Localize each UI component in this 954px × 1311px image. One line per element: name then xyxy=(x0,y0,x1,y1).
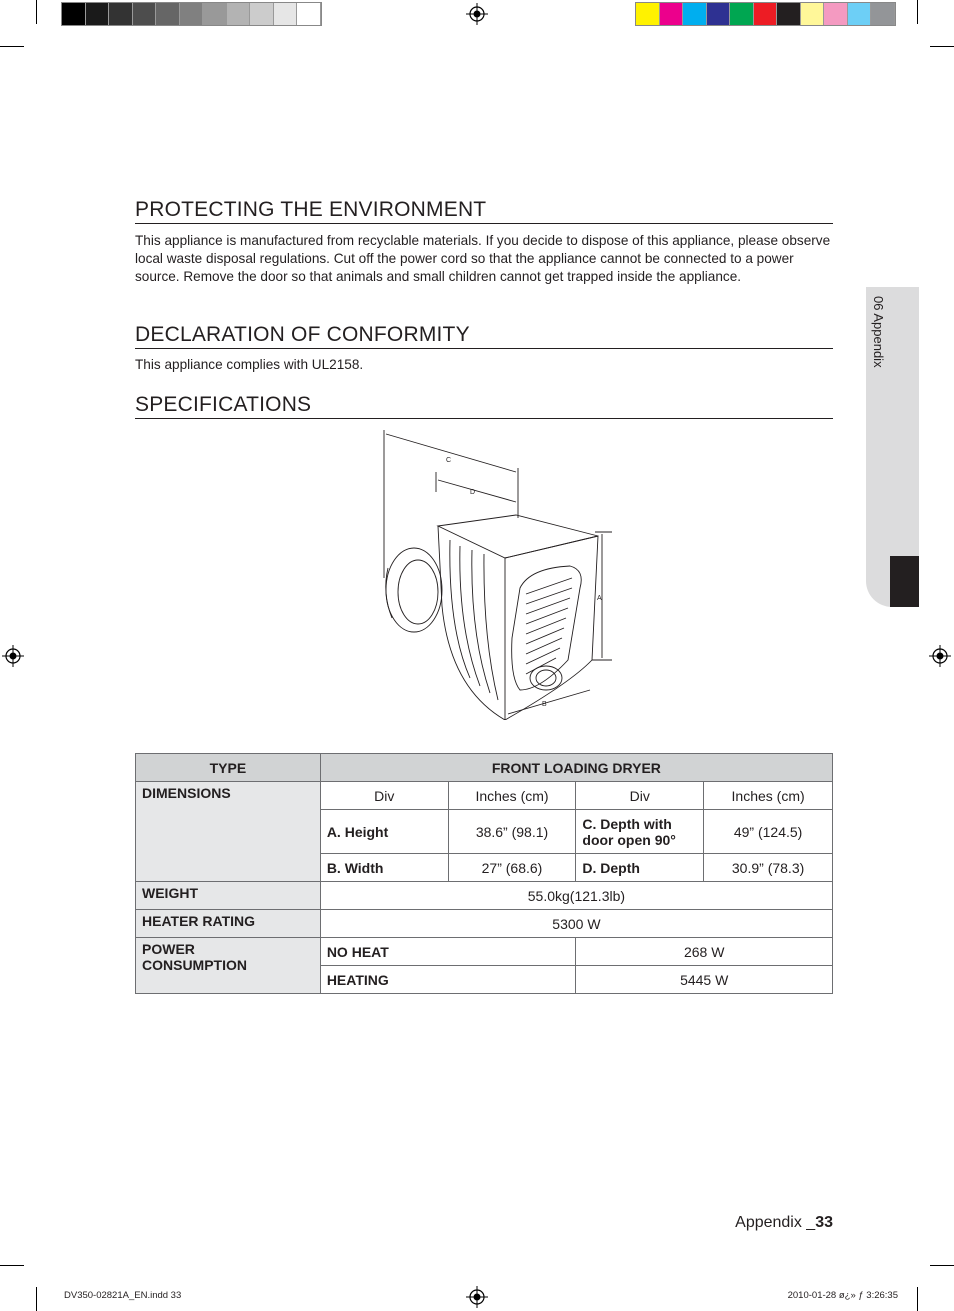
no-heat-label: NO HEAT xyxy=(320,938,576,966)
crop-mark xyxy=(36,0,37,24)
crop-mark xyxy=(917,0,918,24)
color-swatch xyxy=(203,3,227,25)
date-slug: 2010-01-28 ø¿» ƒ 3:26:35 xyxy=(787,1290,898,1301)
dimensions-label: DIMENSIONS xyxy=(136,782,321,882)
color-swatch xyxy=(801,3,825,25)
side-tab-marker xyxy=(890,556,919,607)
diagram-label-c: C xyxy=(446,457,452,464)
weight-value: 55.0kg(121.3lb) xyxy=(320,882,832,910)
registration-mark xyxy=(466,1286,488,1308)
depth-value: 30.9” (78.3) xyxy=(704,854,833,882)
environment-heading: PROTECTING THE ENVIRONMENT xyxy=(135,198,833,224)
heater-value: 5300 W xyxy=(320,910,832,938)
color-swatch xyxy=(156,3,180,25)
color-swatch xyxy=(62,3,86,25)
file-slug: DV350-02821A_EN.indd 33 xyxy=(64,1290,182,1301)
no-heat-value: 268 W xyxy=(576,938,833,966)
depth-open-value: 49” (124.5) xyxy=(704,810,833,854)
process-color-bar xyxy=(635,2,896,26)
diagram-label-b: B xyxy=(542,701,547,708)
conformity-heading: DECLARATION OF CONFORMITY xyxy=(135,323,833,349)
specifications-table xyxy=(135,753,833,994)
color-swatch xyxy=(660,3,684,25)
registration-mark xyxy=(2,645,24,667)
registration-mark xyxy=(929,645,951,667)
depth-open-label-line1: C. Depth with xyxy=(582,815,672,832)
color-swatch xyxy=(754,3,778,25)
table-row xyxy=(136,754,833,782)
crop-mark xyxy=(930,1265,954,1266)
color-swatch xyxy=(86,3,110,25)
diagram-label-a: A xyxy=(597,595,602,602)
page-footer xyxy=(735,1214,833,1232)
crop-mark xyxy=(930,46,954,47)
div-header: Div xyxy=(320,782,448,810)
color-swatch xyxy=(250,3,274,25)
height-label: A. Height xyxy=(320,810,448,854)
inches-header: Inches (cm) xyxy=(448,782,576,810)
dryer-dimension-diagram xyxy=(380,428,616,720)
width-value: 27” (68.6) xyxy=(448,854,576,882)
type-label: TYPE xyxy=(136,754,321,782)
color-swatch xyxy=(707,3,731,25)
power-label-line2: CONSUMPTION xyxy=(142,957,247,973)
table-row xyxy=(136,882,833,910)
table-row xyxy=(136,910,833,938)
color-swatch xyxy=(297,3,321,25)
heating-label: HEATING xyxy=(320,966,576,994)
registration-mark xyxy=(466,3,488,25)
color-swatch xyxy=(227,3,251,25)
crop-mark xyxy=(917,1287,918,1311)
weight-label: WEIGHT xyxy=(136,882,321,910)
page-number: 33 xyxy=(815,1214,833,1231)
color-swatch xyxy=(180,3,204,25)
diagram-label-d: D xyxy=(470,489,476,496)
crop-mark xyxy=(36,1287,37,1311)
depth-label: D. Depth xyxy=(576,854,704,882)
crop-mark xyxy=(0,46,24,47)
depth-open-label xyxy=(576,810,704,854)
footer-section: Appendix _ xyxy=(735,1214,816,1231)
heating-value: 5445 W xyxy=(576,966,833,994)
color-swatch xyxy=(777,3,801,25)
color-swatch xyxy=(636,3,660,25)
environment-text: This appliance is manufactured from recyclable materials. If you decide to dispose of this appliance, please observe local waste disposal regulations. Cut off the power cord so that the appliance cannot be connected to a power source. Remove the door so that animals and small children cannot get trapped inside the appliance. xyxy=(135,233,831,284)
table-row xyxy=(136,938,833,966)
color-swatch xyxy=(871,3,895,25)
inches-header: Inches (cm) xyxy=(704,782,833,810)
width-label: B. Width xyxy=(320,854,448,882)
power-label xyxy=(136,938,321,994)
gray-color-bar xyxy=(61,2,322,26)
depth-open-label-line2: door open 90° xyxy=(582,831,676,848)
color-swatch xyxy=(133,3,157,25)
heater-label: HEATER RATING xyxy=(136,910,321,938)
color-swatch xyxy=(848,3,872,25)
div-header: Div xyxy=(576,782,704,810)
color-swatch xyxy=(109,3,133,25)
type-value: FRONT LOADING DRYER xyxy=(320,754,832,782)
side-tab-label: 06 Appendix xyxy=(871,296,886,368)
color-swatch xyxy=(683,3,707,25)
color-swatch xyxy=(274,3,298,25)
specifications-heading: SPECIFICATIONS xyxy=(135,393,833,419)
conformity-text: This appliance complies with UL2158. xyxy=(135,357,364,372)
color-swatch xyxy=(824,3,848,25)
crop-mark xyxy=(0,1265,24,1266)
height-value: 38.6” (98.1) xyxy=(448,810,576,854)
table-row xyxy=(136,782,833,810)
power-label-line1: POWER xyxy=(142,941,195,957)
color-swatch xyxy=(730,3,754,25)
